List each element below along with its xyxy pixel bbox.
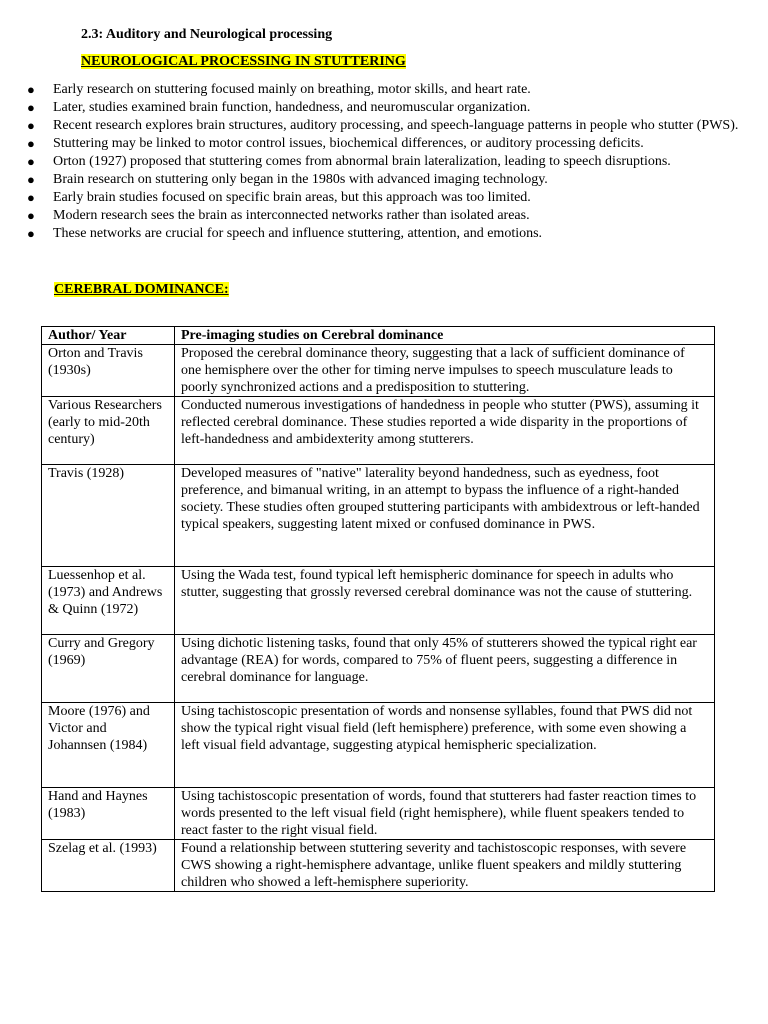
bullet-item [24, 99, 754, 116]
bullet-item [24, 135, 754, 152]
cerebral-heading-text: CEREBRAL DOMINANCE: [54, 282, 229, 297]
bullet-text: These networks are crucial for speech and influence stuttering, attention, and emotions. [53, 226, 543, 241]
cerebral-dominance-table [41, 326, 715, 892]
table-row [42, 788, 715, 840]
bullet-item [24, 207, 754, 224]
finding-cell: Proposed the cerebral dominance theory, suggesting that a lack of sufficient dominance of one hemisphere over the other for timing nerve impulses to speech musculature leads to poorly synchronized actions and a predisposition to stuttering. [175, 345, 715, 397]
finding-cell: Using tachistoscopic presentation of words and nonsense syllables, found that PWS did not show the typical right visual field (left hemisphere) preference, with some even showing a left visual field advantage, suggesting atypical hemispheric specialization. [175, 703, 715, 788]
cerebral-heading [54, 281, 229, 298]
bullet-text: Later, studies examined brain function, handedness, and neuromuscular organization. [53, 100, 531, 115]
bullet-text: Orton (1927) proposed that stuttering comes from abnormal brain lateralization, leading to speech disruptions. [53, 154, 671, 169]
table-row [42, 465, 715, 567]
bullet-text: Recent research explores brain structures, auditory processing, and speech-language patterns in people who stutter (PWS). [53, 118, 739, 133]
bullet-item [24, 153, 754, 170]
bullet-item [24, 189, 754, 206]
bullet-icon: ● [27, 172, 35, 187]
finding-cell: Conducted numerous investigations of handedness in people who stutter (PWS), assuming it reflected cerebral dominance. These studies reported a wide disparity in the proportions of left-handedness and ambidexterity among stutterers. [175, 397, 715, 465]
table-row [42, 345, 715, 397]
bullet-icon: ● [27, 118, 35, 133]
table-header-row [42, 327, 715, 345]
finding-cell: Developed measures of "native" laterality beyond handedness, such as eyedness, foot preference, and bimanual writing, in an attempt to bypass the influence of a right-handed society. These studies often grouped stuttering participants with ambidextrous or left-handed typical speakers, suggesting latent mixed or confused dominance in PWS. [175, 465, 715, 567]
bullet-icon: ● [27, 100, 35, 115]
bullet-icon: ● [27, 208, 35, 223]
section-title: 2.3: Auditory and Neurological processing [81, 27, 333, 42]
author-cell: Travis (1928) [42, 465, 175, 567]
bullet-icon: ● [27, 226, 35, 241]
author-cell: Moore (1976) and Victor and Johannsen (1984) [42, 703, 175, 788]
bullet-icon: ● [27, 190, 35, 205]
finding-cell: Found a relationship between stuttering severity and tachistoscopic responses, with severe CWS showing a right-hemisphere advantage, unlike fluent speakers and mildly stuttering children who showed a left-hemisphere superiority. [175, 840, 715, 892]
author-cell: Hand and Haynes (1983) [42, 788, 175, 840]
bullet-text: Early research on stuttering focused mainly on breathing, motor skills, and heart rate. [53, 82, 531, 97]
bullet-item [24, 81, 754, 98]
bullet-item [24, 117, 754, 134]
author-cell: Curry and Gregory (1969) [42, 635, 175, 703]
bullet-text: Early brain studies focused on specific brain areas, but this approach was too limited. [53, 190, 531, 205]
table-row [42, 703, 715, 788]
column-header-finding: Pre-imaging studies on Cerebral dominance [175, 327, 715, 345]
finding-cell: Using the Wada test, found typical left hemispheric dominance for speech in adults who stutter, suggesting that grossly reversed cerebral dominance was not the cause of stuttering. [175, 567, 715, 635]
author-cell: Luessenhop et al. (1973) and Andrews & Quinn (1972) [42, 567, 175, 635]
table-row [42, 840, 715, 892]
bullet-icon: ● [27, 82, 35, 97]
neurological-heading [81, 53, 406, 70]
neurological-bullet-list [24, 81, 754, 243]
neurological-heading-text: NEUROLOGICAL PROCESSING IN STUTTERING [81, 54, 406, 69]
column-header-author: Author/ Year [42, 327, 175, 345]
finding-cell: Using tachistoscopic presentation of words, found that stutterers had faster reaction times to words presented to the left visual field (right hemisphere), while fluent speakers tended to react faster to the right visual field. [175, 788, 715, 840]
table-row [42, 635, 715, 703]
finding-cell: Using dichotic listening tasks, found that only 45% of stutterers showed the typical right ear advantage (REA) for words, compared to 75% of fluent peers, suggesting a difference in cerebral dominance for language. [175, 635, 715, 703]
bullet-text: Brain research on stuttering only began in the 1980s with advanced imaging technology. [53, 172, 548, 187]
author-cell: Various Researchers (early to mid-20th century) [42, 397, 175, 465]
bullet-item [24, 225, 754, 242]
table-row [42, 397, 715, 465]
author-cell: Orton and Travis (1930s) [42, 345, 175, 397]
bullet-icon: ● [27, 136, 35, 151]
bullet-item [24, 171, 754, 188]
bullet-text: Stuttering may be linked to motor control issues, biochemical differences, or auditory processing deficits. [53, 136, 644, 151]
bullet-text: Modern research sees the brain as interconnected networks rather than isolated areas. [53, 208, 530, 223]
table-row [42, 567, 715, 635]
author-cell: Szelag et al. (1993) [42, 840, 175, 892]
bullet-icon: ● [27, 154, 35, 169]
